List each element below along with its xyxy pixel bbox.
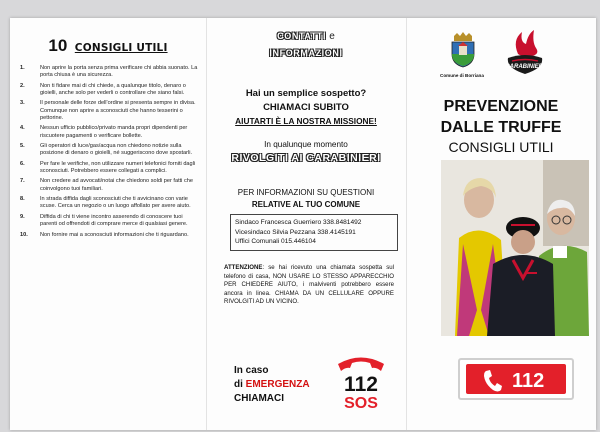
tip-text: Diffida di chi ti viene incontro asserendo di conoscere tuoi parenti od offrendoti di comprare merce di qualsiasi genere. [40, 213, 188, 228]
tip-item [20, 161, 198, 175]
contact-mayor: Sindaco Francesca Guerriero 338.8481492 [235, 219, 362, 226]
tip-number: 8. [20, 196, 25, 203]
call-112-number: 112 [512, 370, 545, 392]
warning-label: ATTENZIONE [224, 264, 263, 271]
call-112-button[interactable] [458, 358, 574, 400]
warning-paragraph [224, 264, 394, 307]
tip-item [20, 214, 198, 228]
cover-subtitle: CONSIGLI UTILI [448, 139, 554, 155]
tip-number: 7. [20, 178, 25, 185]
cover-title [406, 96, 596, 138]
tip-item [20, 232, 198, 239]
tip-text: Non ti fidare mai di chi chiede, a qualunque titolo, denaro o gioielli, anche solo per vederli o controllare che siano falsi. [40, 82, 186, 96]
contact-offices: Uffici Comunali 015.446104 [235, 238, 316, 245]
tips-title [10, 36, 206, 56]
warning-text: : se hai ricevuto una chiamata sospetta sul telefono di casa, NON USARE LO STESSO APPARECCHIO PER CHIEDERE AIUTO, i malviventi potrebbero essere ancora in linea. CHIAMA DA UN CELLULARE OPPURE RIVOLGITI AD UN VICINO. [224, 264, 394, 306]
contacts-panel [206, 18, 407, 430]
tip-text: Non aprire la porta senza prima verificare chi abbia suonato. La porta chiusa è una sicurezza. [40, 65, 198, 79]
tip-number: 2. [20, 82, 25, 89]
brochure-page [10, 18, 596, 430]
emergency-line1: In caso [234, 365, 269, 376]
phone-icon [482, 369, 502, 393]
emergency-line3: CHIAMACI [234, 393, 284, 404]
contacts-title [206, 28, 406, 61]
112-sos-badge [332, 354, 390, 410]
tip-number: 6. [20, 160, 25, 167]
tip-text: In strada diffida dagli sconosciuti che ti avvicinano con varie scuse. Cerca un negozio o un luogo affollato per avere aiuto. [40, 196, 191, 210]
tip-text: Non credere ad avvocati/notai che chiedono soldi per fatti che coinvolgono tuoi familiari. [40, 178, 193, 192]
tip-item [20, 100, 198, 122]
contacts-title-word: CONTATTI [277, 31, 327, 41]
suspicion-question: Hai un semplice sospetto? [245, 88, 367, 99]
cover-illustration [441, 160, 589, 336]
contact-vice-mayor: Vicesindaco Silvia Pezzana 338.4145191 [235, 228, 356, 236]
emergency-call-text [234, 364, 310, 406]
emergency-word: EMERGENZA [245, 379, 310, 390]
cover-title-line2: DALLE TRUFFE [440, 119, 562, 136]
badge-number-text: 112 [344, 373, 378, 396]
tips-list [20, 65, 198, 242]
call-112-button-face [466, 364, 566, 394]
cover-title-line1: PREVENZIONE [443, 98, 559, 115]
tip-item [20, 178, 198, 192]
tip-item [20, 65, 198, 79]
contacts-title-conjunction: e [329, 31, 335, 42]
town-crest-icon [448, 32, 478, 68]
tip-text: Non fornire mai a sconosciuti informazioni che ti riguardano. [40, 231, 189, 238]
tip-number: 5. [20, 143, 25, 150]
tip-item [20, 143, 198, 157]
badge-sos-text: SOS [344, 395, 378, 410]
info-heading-line2: RELATIVE AL TUO COMUNE [251, 200, 361, 209]
any-moment-text: In qualunque momento [264, 140, 348, 149]
tip-number: 9. [20, 213, 25, 220]
red-phone-icon [338, 358, 384, 372]
contacts-box [230, 214, 398, 251]
info-title-word: INFORMAZIONI [269, 48, 343, 58]
mission-text: AIUTARTI È LA NOSTRA MISSIONE! [235, 116, 377, 126]
tip-text: Nessun ufficio pubblico/privato manda propri dipendenti per riscuotere pagamenti o verificare bollette. [40, 125, 188, 139]
tips-heading: CONSIGLI UTILI [74, 42, 168, 54]
emergency-di: di [234, 379, 243, 390]
tips-panel [10, 18, 207, 430]
turn-to-carabinieri-text: RIVOLGITI AI CARABINIERI [231, 152, 381, 164]
tip-number: 1. [20, 65, 25, 71]
tip-number: 4. [20, 125, 25, 132]
tip-item [20, 83, 198, 97]
tip-item [20, 125, 198, 139]
tip-item [20, 196, 198, 210]
tips-number: 10 [48, 36, 68, 55]
tip-text: Per fare le verifiche, non utilizzare numeri telefonici forniti dagli sconosciuti. Potrebbero essere collegati a complici. [40, 160, 196, 174]
carabinieri-logo-icon [502, 28, 548, 84]
tip-text: Il personale delle forze dell'ordine si presenta sempre in divisa. Comunque non aprire a sconosciuti che hanno tesserini o pettorine. [40, 100, 196, 121]
carabinieri-label-text: CARABINIERI [505, 64, 545, 70]
comune-label: Comune di Borriana [440, 73, 484, 78]
info-heading-line1: PER INFORMAZIONI SU QUESTIONI [237, 188, 375, 197]
tip-number: 10. [20, 231, 28, 238]
tip-text: Gli operatori di luce/gas/acqua non chiedono notizie sulla posizione di denaro o gioielli, né suggeriscono dove spostarli. [40, 143, 193, 157]
cover-panel [406, 18, 596, 430]
tip-number: 3. [20, 100, 25, 107]
call-now-text: CHIAMACI SUBITO [263, 102, 349, 113]
